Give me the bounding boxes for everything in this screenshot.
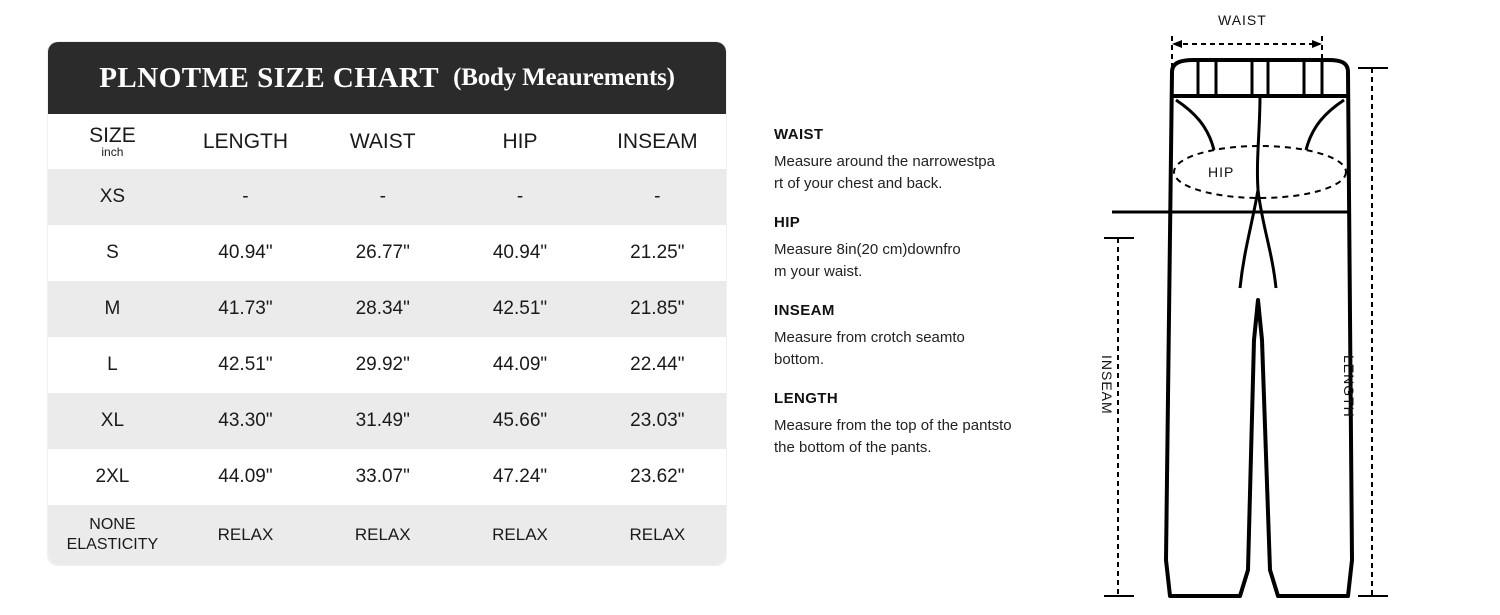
table-header-row [48, 114, 726, 169]
cell-length: 41.73" [218, 298, 273, 319]
instruction-length-text [774, 415, 1084, 459]
cell-size: S [106, 242, 119, 263]
cell-inseam: 22.44" [630, 354, 685, 375]
table-row [48, 281, 726, 337]
header-hip: HIP [502, 129, 538, 153]
cell-length: 43.30" [218, 410, 273, 431]
instruction-inseam-line2: bottom. [774, 351, 825, 368]
instruction-waist-line2: rt of your chest and back. [774, 175, 943, 192]
cell-elasticity [48, 505, 177, 565]
cell-length: - [242, 186, 249, 207]
instruction-length [774, 390, 1084, 459]
cell-hip: 40.94" [492, 242, 548, 263]
cell-waist: 31.49" [355, 410, 410, 431]
pants-diagram [1090, 0, 1500, 615]
instruction-hip-text [774, 239, 1084, 283]
hip-measure-ellipse [1174, 146, 1346, 198]
table-footer-row [48, 505, 726, 565]
instruction-length-line2: the bottom of the pants. [774, 439, 932, 456]
table-row [48, 225, 726, 281]
cell-size: M [104, 298, 121, 319]
cell-size: 2XL [95, 466, 130, 487]
cell-hip: 45.66" [492, 410, 548, 431]
instruction-waist-line1: Measure around the narrowestpa [774, 153, 995, 170]
cell-length: 40.94" [218, 242, 273, 263]
cell-hip-relax: RELAX [451, 505, 588, 565]
cell-waist: 33.07" [355, 466, 410, 487]
table-row [48, 337, 726, 393]
instruction-inseam-line1: Measure from crotch seamto [774, 329, 965, 346]
header-length: LENGTH [202, 129, 289, 153]
instruction-hip-line1: Measure 8in(20 cm)downfro [774, 241, 961, 258]
cell-inseam: 21.85" [630, 298, 685, 319]
cell-inseam: 23.03" [630, 410, 685, 431]
instruction-inseam-text [774, 327, 1084, 371]
size-chart-title: PLNOTME SIZE CHART [99, 61, 440, 94]
instruction-length-line1: Measure from the top of the pantsto [774, 417, 1012, 434]
pants-illustration-svg [1090, 0, 1500, 615]
measurement-instructions [774, 126, 1084, 459]
instruction-hip-line2: m your waist. [774, 263, 863, 280]
cell-waist: - [379, 186, 386, 207]
header-size-unit: inch [101, 145, 124, 159]
instruction-hip [774, 214, 1084, 283]
cell-waist-relax: RELAX [314, 505, 451, 565]
instruction-waist-text [774, 151, 1084, 195]
cell-size: L [107, 354, 118, 375]
instruction-inseam [774, 302, 1084, 371]
cell-inseam: - [654, 186, 661, 207]
cell-length: 44.09" [218, 466, 273, 487]
table-row [48, 393, 726, 449]
elasticity-line1: NONE [89, 516, 136, 533]
size-chart-subtitle: (Body Meaurements) [453, 64, 675, 91]
table-row [48, 169, 726, 225]
cell-size: XS [99, 186, 126, 207]
size-chart-card [48, 42, 726, 565]
cell-size: XL [100, 410, 125, 431]
diagram-label-hip: HIP [1208, 164, 1235, 180]
header-size [48, 114, 177, 169]
instruction-hip-title: HIP [774, 214, 801, 231]
cell-inseam: 23.62" [630, 466, 685, 487]
cell-waist: 29.92" [355, 354, 410, 375]
header-inseam: INSEAM [617, 129, 698, 153]
size-chart-table [48, 114, 726, 565]
diagram-label-inseam: INSEAM [1099, 355, 1115, 415]
cell-hip: 44.09" [492, 354, 548, 375]
table-row [48, 449, 726, 505]
instruction-inseam-title: INSEAM [774, 302, 835, 319]
cell-inseam-relax: RELAX [589, 505, 726, 565]
cell-length-relax: RELAX [177, 505, 314, 565]
cell-waist: 28.34" [355, 298, 410, 319]
header-waist: WAIST [349, 129, 416, 153]
elasticity-line2: ELASTICITY [66, 536, 159, 553]
cell-length: 42.51" [218, 354, 273, 375]
instruction-waist-title: WAIST [774, 126, 824, 143]
header-size-label: SIZE [89, 124, 136, 147]
size-chart-title-bar [48, 42, 726, 114]
instruction-length-title: LENGTH [774, 390, 839, 407]
cell-inseam: 21.25" [630, 242, 685, 263]
cell-waist: 26.77" [355, 242, 410, 263]
diagram-label-length: LENGTH [1341, 355, 1357, 418]
cell-hip: - [516, 186, 524, 207]
instruction-waist [774, 126, 1084, 195]
cell-hip: 47.24" [492, 466, 548, 487]
cell-hip: 42.51" [492, 298, 548, 319]
diagram-label-waist: WAIST [1218, 12, 1267, 28]
